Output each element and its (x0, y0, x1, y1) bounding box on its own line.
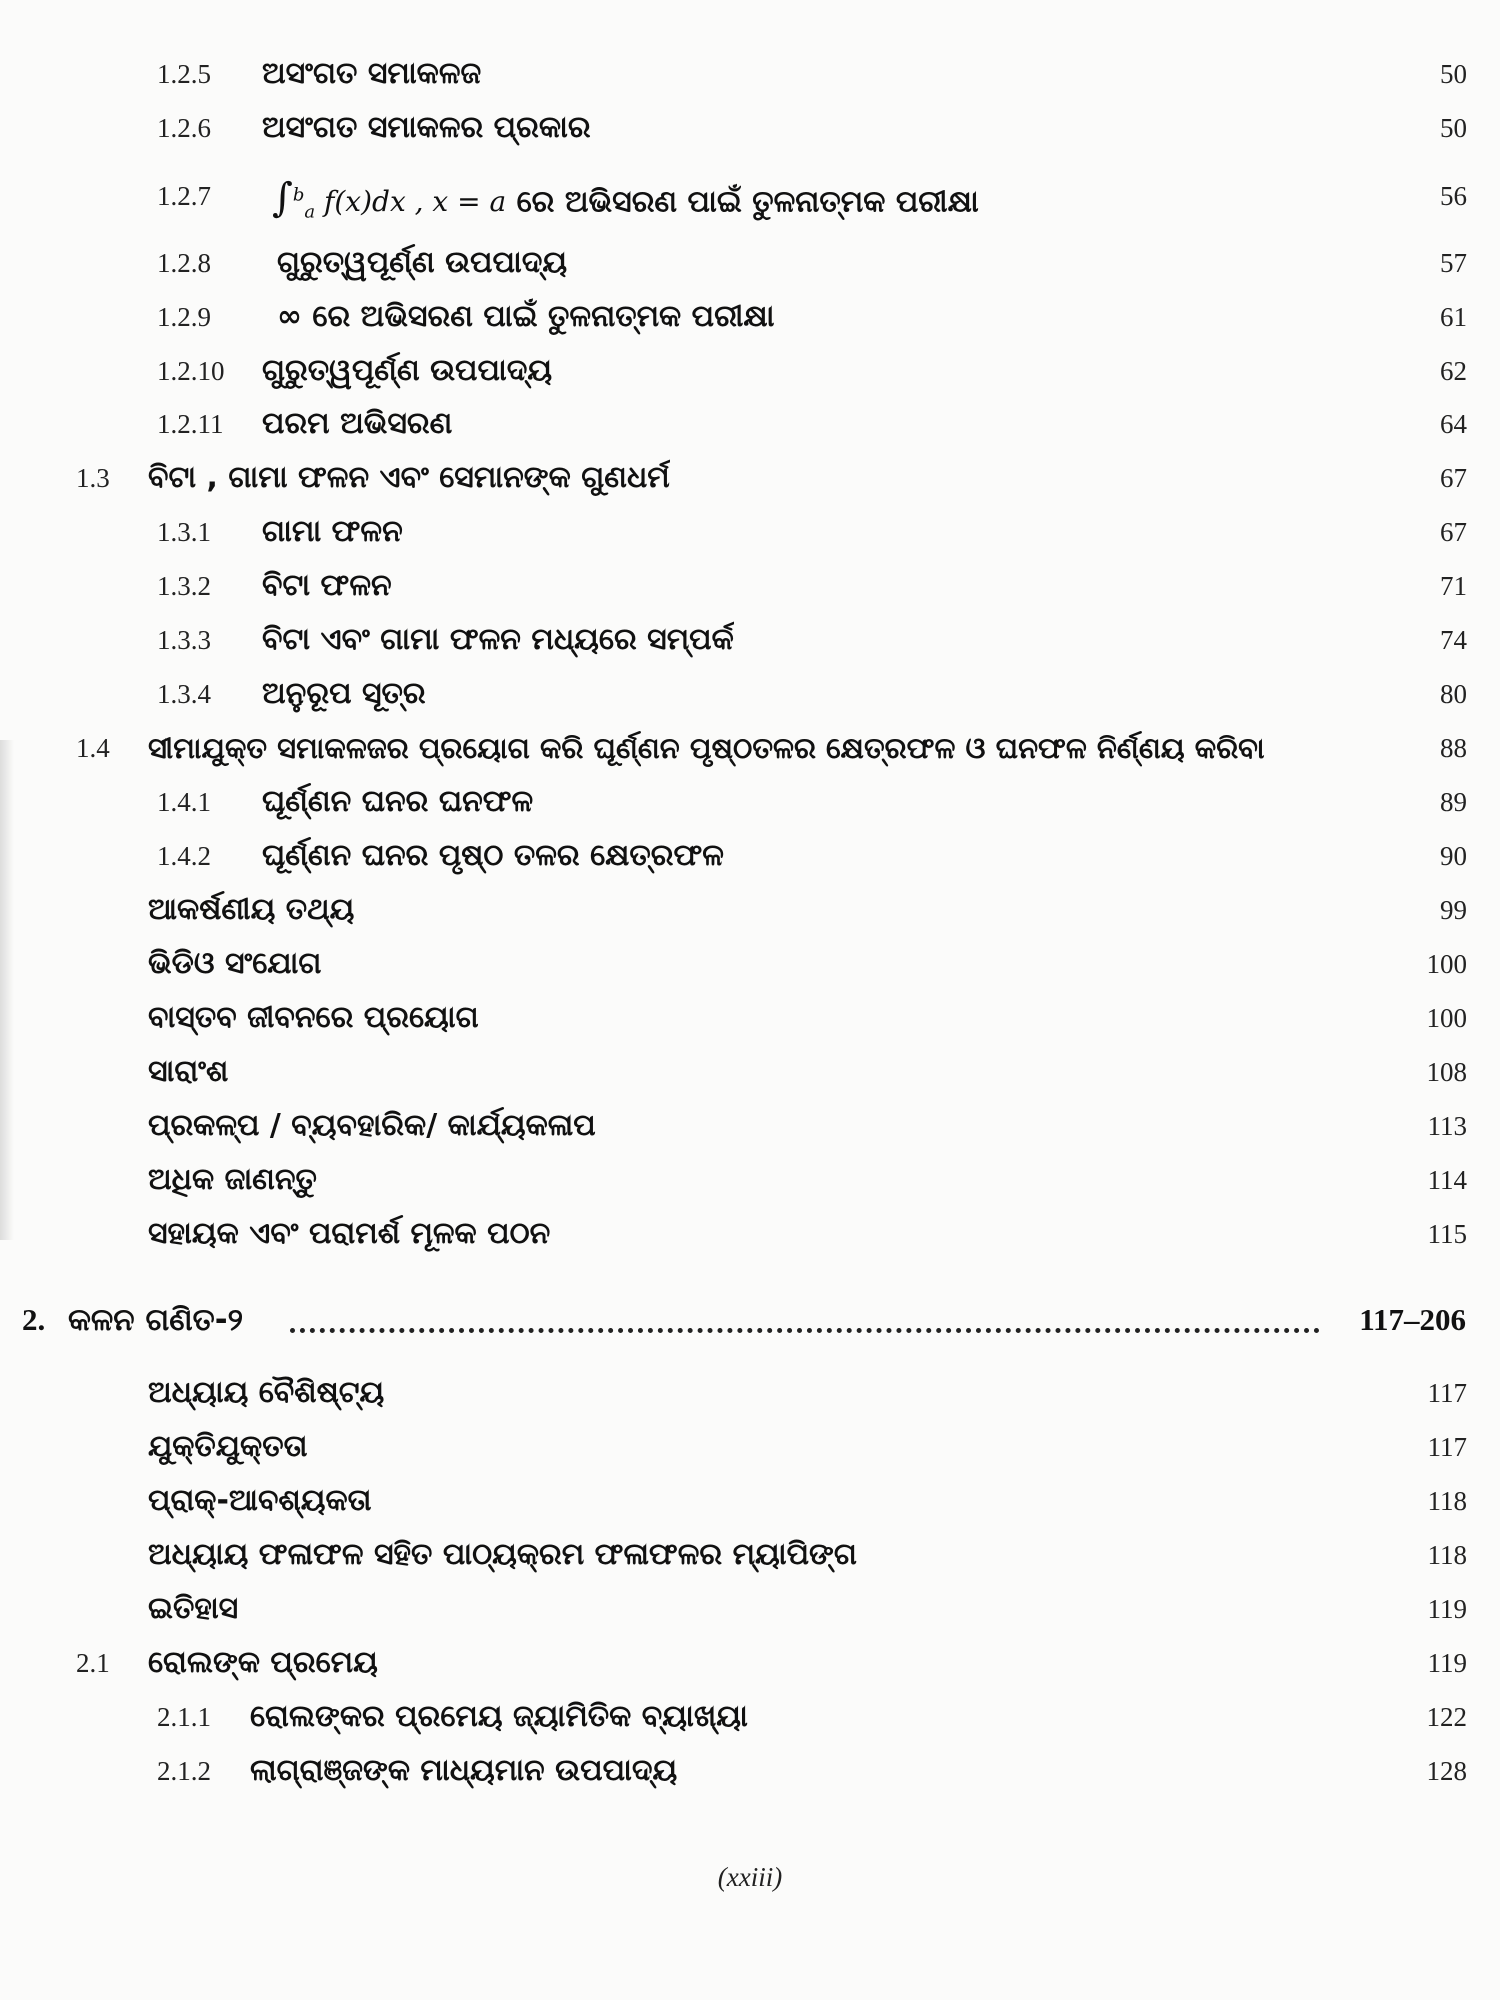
toc-entry (0, 883, 1500, 937)
entry-number: 1.4.1 (157, 787, 211, 817)
entry-page: 122 (1426, 1702, 1467, 1732)
toc-entry (0, 236, 1500, 290)
toc-entry (0, 166, 1500, 226)
entry-title: ବାସ୍ତବ ଜୀବନରେ ପ୍ରୟୋଗ (148, 1000, 479, 1035)
entry-page: 90 (1440, 841, 1467, 871)
entry-title: ବିଟା ଏବଂ ଗାମା ଫଳନ ମଧ୍ୟରେ ସମ୍ପର୍କ (262, 622, 734, 657)
toc-entry (0, 344, 1500, 398)
entry-page: 108 (1426, 1057, 1467, 1087)
chapter-number: 2. (22, 1302, 46, 1337)
entry-page: 64 (1440, 409, 1467, 439)
integral-expression: ∫$^b_a$ f(x)dx , x = a (272, 175, 507, 223)
entry-title: ପ୍ରକଳ୍ପ / ବ୍ୟବହାରିକ/ କାର୍ଯ୍ୟକଳାପ (148, 1108, 596, 1143)
entry-page: 67 (1440, 463, 1467, 493)
entry-page: 128 (1426, 1756, 1467, 1786)
entry-page: 74 (1440, 625, 1467, 655)
section-title: ରୋଲଙ୍କ ପ୍ରମେୟ (148, 1645, 378, 1680)
entry-page: 89 (1440, 787, 1467, 817)
entry-page: 50 (1440, 59, 1467, 89)
entry-page: 118 (1427, 1540, 1467, 1570)
entry-number: 1.3.4 (157, 679, 211, 709)
entry-page: 117 (1427, 1378, 1467, 1408)
toc-entry (0, 505, 1500, 559)
entry-title: ଅଧିକ ଜାଣନ୍ତୁ (148, 1162, 317, 1197)
toc-entry (0, 1528, 1500, 1582)
chapter-page-range: 117–206 (1359, 1302, 1466, 1337)
chapter-heading (0, 1290, 1500, 1350)
toc-entry (0, 667, 1500, 721)
toc-entry (0, 1690, 1500, 1744)
entry-title: ∫$^b_a$ f(x)dx , x = a ରେ ଅଭିସରଣ ପାଇଁ ତୁଳନାତ୍ମକ ପରୀକ୍ଷା (272, 175, 979, 223)
entry-title: ∞ ରେ ଅଭିସରଣ ପାଇଁ ତୁଳନାତ୍ମକ ପରୀକ୍ଷା (277, 299, 775, 334)
entry-page: 114 (1427, 1165, 1467, 1195)
toc-entry (0, 290, 1500, 344)
toc-entry (0, 1207, 1500, 1261)
entry-page: 50 (1440, 113, 1467, 143)
entry-page: 115 (1427, 1219, 1467, 1249)
entry-title: ପରମ ଅଭିସରଣ (262, 406, 453, 441)
entry-page: 88 (1440, 733, 1467, 763)
entry-title: ଘୂର୍ଣ୍ଣନ ଘନର ପୃଷ୍ଠ ତଳର କ୍ଷେତ୍ରଫଳ (262, 838, 724, 873)
entry-number: 1.2.10 (157, 356, 225, 386)
entry-number: 2.1.1 (157, 1702, 211, 1732)
section-number: 2.1 (76, 1648, 110, 1678)
entry-number: 1.2.11 (157, 409, 224, 439)
toc-entry (0, 1099, 1500, 1153)
entry-page: 119 (1427, 1648, 1467, 1678)
entry-number: 1.3.3 (157, 625, 211, 655)
toc-entry (0, 397, 1500, 451)
entry-page: 80 (1440, 679, 1467, 709)
entry-title: ବିଟା ଫଳନ (262, 568, 392, 603)
entry-number: 1.2.9 (157, 302, 211, 332)
entry-title: ଆକର୍ଷଣୀୟ ତଥ୍ୟ (148, 892, 355, 927)
entry-title: ରୋଲଙ୍କର ପ୍ରମେୟ ଜ୍ୟାମିତିକ ବ୍ୟାଖ୍ୟା (250, 1699, 748, 1734)
toc-entry (0, 613, 1500, 667)
entry-number: 1.3.2 (157, 571, 211, 601)
entry-title: ଗୁରୁତ୍ୱପୂର୍ଣ୍ଣ ଉପପାଦ୍ୟ (262, 353, 553, 388)
entry-title: ସାରାଂଶ (148, 1054, 229, 1089)
toc-entry (0, 1420, 1500, 1474)
toc-entry (0, 1366, 1500, 1420)
entry-page: 100 (1426, 1003, 1467, 1033)
page-footer-number: (xxiii) (717, 1862, 783, 1892)
entry-title: ସହାୟକ ଏବଂ ପରାମର୍ଶ ମୂଳକ ପଠନ (148, 1216, 551, 1251)
entry-title: ଅସଂଗତ ସମାକଳର ପ୍ରକାର (262, 110, 591, 145)
entry-number: 1.2.5 (157, 59, 211, 89)
entry-title: ଯୁକ୍ତିଯୁକ୍ତତା (148, 1429, 308, 1464)
toc-entry (0, 1153, 1500, 1207)
toc-entry (0, 937, 1500, 991)
entry-title: ଅସଂଗତ ସମାକଳଜ (262, 56, 482, 91)
entry-page: 118 (1427, 1486, 1467, 1516)
entry-page: 57 (1440, 248, 1467, 278)
entry-page: 100 (1426, 949, 1467, 979)
entry-page: 62 (1440, 356, 1467, 386)
toc-entry (0, 1582, 1500, 1636)
entry-number: 1.2.7 (157, 181, 211, 211)
toc-entry (0, 775, 1500, 829)
toc-entry (0, 47, 1500, 101)
entry-title: ଗୁରୁତ୍ୱପୂର୍ଣ୍ଣ ଉପପାଦ୍ୟ (277, 245, 568, 280)
toc-entry (0, 1744, 1500, 1798)
section-number: 1.3 (76, 463, 110, 493)
toc-section (0, 721, 1500, 775)
entry-page: 119 (1427, 1594, 1467, 1624)
toc-entry (0, 1474, 1500, 1528)
entry-title: ଘୂର୍ଣ୍ଣନ ଘନର ଘନଫଳ (262, 784, 534, 819)
chapter-title: କଳନ ଗଣିତ-୨ (68, 1302, 244, 1338)
toc-entry (0, 829, 1500, 883)
entry-number: 1.2.8 (157, 248, 211, 278)
dot-leader (290, 1328, 1320, 1333)
entry-page: 61 (1440, 302, 1467, 332)
toc-section (0, 1636, 1500, 1690)
entry-page: 56 (1440, 181, 1467, 211)
entry-title: ଭିଡିଓ ସଂଯୋଗ (148, 946, 322, 981)
section-title: ବିଟା , ଗାମା ଫଳନ ଏବଂ ସେମାନଙ୍କ ଗୁଣଧର୍ମ (148, 460, 670, 495)
entry-title: ଅଧ୍ୟାୟ ବୈଶିଷ୍ଟ୍ୟ (148, 1375, 385, 1410)
entry-title: ଇତିହାସ (148, 1591, 239, 1626)
toc-entry (0, 559, 1500, 613)
section-number: 1.4 (76, 733, 110, 763)
toc-entry (0, 1045, 1500, 1099)
section-title: ସୀମାଯୁକ୍ତ ସମାକଳଜର ପ୍ରୟୋଗ କରି ଘୂର୍ଣ୍ଣନ ପୃଷ୍ଠତଳର କ୍ଷେତ୍ରଫଳ ଓ ଘନଫଳ ନିର୍ଣ୍ଣୟ କରିବା (148, 731, 1265, 765)
entry-title: ଲାଗ୍ରାଞ୍ଜଙ୍କ ମାଧ୍ୟମାନ ଉପପାଦ୍ୟ (250, 1753, 678, 1788)
entry-page: 117 (1427, 1432, 1467, 1462)
entry-title: ଗାମା ଫଳନ (262, 514, 403, 549)
entry-page: 99 (1440, 895, 1467, 925)
entry-title: ଅନୁରୂପ ସୂତ୍ର (262, 676, 426, 711)
entry-page: 71 (1440, 571, 1467, 601)
entry-number: 1.4.2 (157, 841, 211, 871)
entry-page: 113 (1427, 1111, 1467, 1141)
entry-number: 2.1.2 (157, 1756, 211, 1786)
toc-entry (0, 991, 1500, 1045)
toc-section (0, 451, 1500, 505)
entry-number: 1.2.6 (157, 113, 211, 143)
entry-title: ପ୍ରାକ୍-ଆବଶ୍ୟକତା (148, 1483, 372, 1518)
entry-number: 1.3.1 (157, 517, 211, 547)
entry-page: 67 (1440, 517, 1467, 547)
toc-entry (0, 101, 1500, 155)
entry-title: ଅଧ୍ୟାୟ ଫଳାଫଳ ସହିତ ପାଠ୍ୟକ୍ରମ ଫଳାଫଳର ମ୍ୟାପିଙ୍ଗ (148, 1537, 857, 1572)
